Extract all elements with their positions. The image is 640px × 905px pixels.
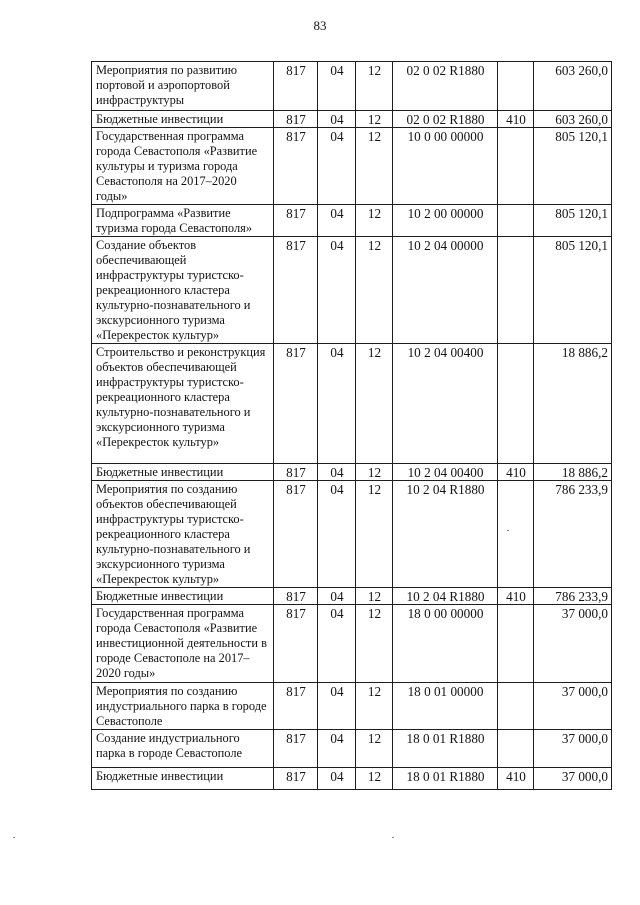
row-target-article-cell: 02 0 02 R1880: [393, 111, 498, 128]
table-row: [92, 481, 612, 588]
row-ministry-code-cell: 817: [274, 344, 318, 464]
row-ministry-code-cell: 817: [274, 588, 318, 605]
row-target-article-cell: 02 0 02 R1880: [393, 62, 498, 111]
row-section-code-cell: 04: [318, 605, 356, 683]
row-amount-cell: 603 260,0: [534, 111, 612, 128]
row-subsection-code-cell: 12: [356, 111, 393, 128]
row-expense-type-cell: [498, 481, 534, 588]
row-subsection-code-cell: 12: [356, 683, 393, 730]
row-subsection-code-cell: 12: [356, 205, 393, 237]
row-ministry-code-cell: 817: [274, 730, 318, 768]
table-row: [92, 683, 612, 730]
row-name-cell: Мероприятия по развитию портовой и аэропортовой инфраструктуры: [92, 62, 274, 111]
table-row: [92, 588, 612, 605]
row-name-cell: Государственная программа города Севастополя «Развитие культуры и туризма города Севастополя на 2017–2020 годы»: [92, 128, 274, 205]
page-number: 83: [313, 18, 327, 33]
row-name-cell: Бюджетные инвестиции: [92, 111, 274, 128]
row-expense-type-cell: [498, 62, 534, 111]
row-amount-cell: 805 120,1: [534, 205, 612, 237]
table-body: [92, 62, 612, 790]
row-name-cell: Мероприятия по созданию объектов обеспечивающей инфраструктуры туристско-рекреационного кластера культурно-познавательного и экскурсионного туризма «Перекресток культур»: [92, 481, 274, 588]
row-amount-cell: 37 000,0: [534, 683, 612, 730]
row-subsection-code-cell: 12: [356, 481, 393, 588]
table-row: [92, 730, 612, 768]
row-ministry-code-cell: 817: [274, 128, 318, 205]
row-target-article-cell: 18 0 00 00000: [393, 605, 498, 683]
row-expense-type-cell: 410: [498, 588, 534, 605]
row-amount-cell: 37 000,0: [534, 605, 612, 683]
table-row: [92, 205, 612, 237]
row-name-cell: Подпрограмма «Развитие туризма города Севастополя»: [92, 205, 274, 237]
table-row: [92, 605, 612, 683]
row-target-article-cell: 10 2 04 00400: [393, 464, 498, 481]
row-subsection-code-cell: 12: [356, 62, 393, 111]
row-amount-cell: 805 120,1: [534, 237, 612, 344]
row-section-code-cell: 04: [318, 768, 356, 790]
row-expense-type-cell: 410: [498, 768, 534, 790]
table-row: [92, 111, 612, 128]
row-section-code-cell: 04: [318, 730, 356, 768]
row-ministry-code-cell: 817: [274, 62, 318, 111]
row-expense-type-cell: [498, 730, 534, 768]
row-ministry-code-cell: 817: [274, 205, 318, 237]
row-target-article-cell: 10 2 04 00000: [393, 237, 498, 344]
row-subsection-code-cell: 12: [356, 344, 393, 464]
row-name-cell: Бюджетные инвестиции: [92, 768, 274, 790]
row-subsection-code-cell: 12: [356, 730, 393, 768]
table-row: [92, 344, 612, 464]
row-section-code-cell: 04: [318, 111, 356, 128]
row-subsection-code-cell: 12: [356, 588, 393, 605]
row-target-article-cell: 10 2 00 00000: [393, 205, 498, 237]
row-amount-cell: 18 886,2: [534, 344, 612, 464]
row-section-code-cell: 04: [318, 128, 356, 205]
row-amount-cell: 603 260,0: [534, 62, 612, 111]
row-amount-cell: 786 233,9: [534, 588, 612, 605]
row-section-code-cell: 04: [318, 205, 356, 237]
row-ministry-code-cell: 817: [274, 464, 318, 481]
table-row: [92, 768, 612, 790]
row-target-article-cell: 10 2 04 R1880: [393, 588, 498, 605]
row-expense-type-cell: [498, 237, 534, 344]
row-ministry-code-cell: 817: [274, 237, 318, 344]
row-subsection-code-cell: 12: [356, 605, 393, 683]
row-expense-type-cell: [498, 683, 534, 730]
scan-speck: [13, 837, 15, 838]
row-amount-cell: 37 000,0: [534, 730, 612, 768]
row-name-cell: Создание объектов обеспечивающей инфраструктуры туристско-рекреационного кластера культурно-познавательного и экскурсионного туризма «Перекресток культур»: [92, 237, 274, 344]
row-subsection-code-cell: 12: [356, 464, 393, 481]
row-name-cell: Создание индустриального парка в городе Севастополе: [92, 730, 274, 768]
row-subsection-code-cell: 12: [356, 128, 393, 205]
row-section-code-cell: 04: [318, 481, 356, 588]
row-amount-cell: 805 120,1: [534, 128, 612, 205]
row-target-article-cell: 10 2 04 00400: [393, 344, 498, 464]
row-section-code-cell: 04: [318, 464, 356, 481]
row-section-code-cell: 04: [318, 683, 356, 730]
row-expense-type-cell: 410: [498, 111, 534, 128]
row-amount-cell: 786 233,9: [534, 481, 612, 588]
row-name-cell: Мероприятия по созданию индустриального парка в городе Севастополе: [92, 683, 274, 730]
row-section-code-cell: 04: [318, 588, 356, 605]
row-ministry-code-cell: 817: [274, 481, 318, 588]
row-expense-type-cell: [498, 205, 534, 237]
row-section-code-cell: 04: [318, 62, 356, 111]
row-subsection-code-cell: 12: [356, 237, 393, 344]
row-expense-type-cell: [498, 344, 534, 464]
row-target-article-cell: 18 0 01 R1880: [393, 730, 498, 768]
row-name-cell: Строительство и реконструкция объектов обеспечивающей инфраструктуры туристско-рекреационного кластера культурно-познавательного и экскурсионного туризма «Перекресток культур»: [92, 344, 274, 464]
row-subsection-code-cell: 12: [356, 768, 393, 790]
row-target-article-cell: 10 2 04 R1880: [393, 481, 498, 588]
row-ministry-code-cell: 817: [274, 605, 318, 683]
budget-table: [91, 61, 612, 790]
row-section-code-cell: 04: [318, 344, 356, 464]
row-target-article-cell: 10 0 00 00000: [393, 128, 498, 205]
row-expense-type-cell: [498, 605, 534, 683]
row-name-cell: Бюджетные инвестиции: [92, 464, 274, 481]
table-row: [92, 464, 612, 481]
row-expense-type-cell: [498, 128, 534, 205]
table-row: [92, 62, 612, 111]
row-target-article-cell: 18 0 01 00000: [393, 683, 498, 730]
row-name-cell: Бюджетные инвестиции: [92, 588, 274, 605]
row-ministry-code-cell: 817: [274, 111, 318, 128]
row-expense-type-cell: 410: [498, 464, 534, 481]
row-amount-cell: 37 000,0: [534, 768, 612, 790]
row-ministry-code-cell: 817: [274, 768, 318, 790]
row-amount-cell: 18 886,2: [534, 464, 612, 481]
scan-speck: [507, 530, 509, 531]
table-row: [92, 237, 612, 344]
scan-speck: [392, 837, 394, 838]
row-target-article-cell: 18 0 01 R1880: [393, 768, 498, 790]
table-row: [92, 128, 612, 205]
row-section-code-cell: 04: [318, 237, 356, 344]
row-name-cell: Государственная программа города Севастополя «Развитие инвестиционной деятельности в городе Севастополе на 2017–2020 годы»: [92, 605, 274, 683]
row-ministry-code-cell: 817: [274, 683, 318, 730]
